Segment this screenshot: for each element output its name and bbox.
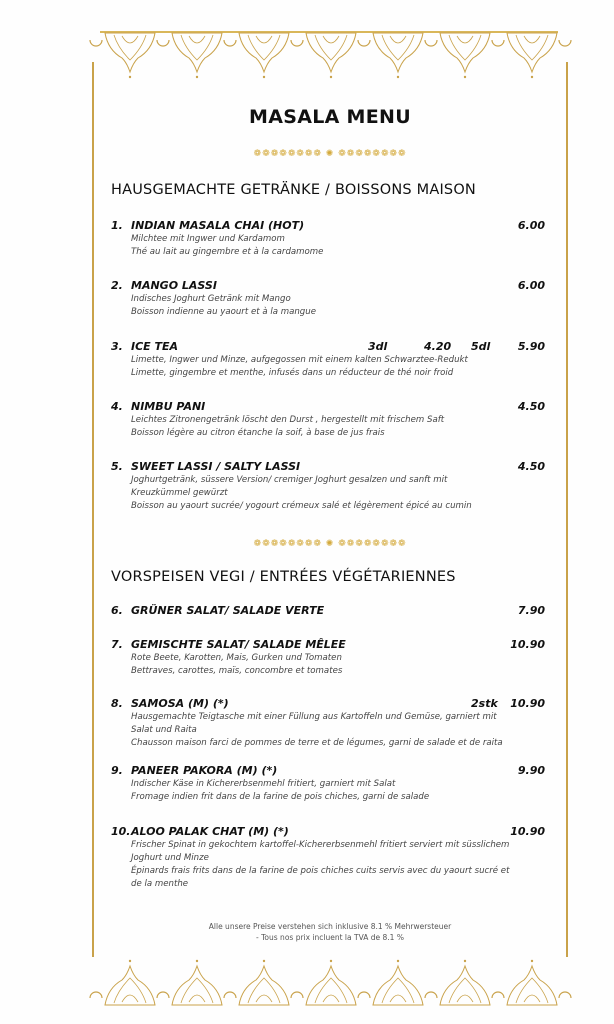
item-price: 4.50 bbox=[517, 460, 545, 473]
ornament-motif bbox=[306, 33, 356, 78]
ornament-motif bbox=[373, 33, 423, 78]
tax-note-fr: - Tous nos prix incluent la TVA de 8.1 % bbox=[256, 933, 404, 942]
item-number: 2. bbox=[111, 279, 123, 292]
ornament-divider: ❁❁❁❁❁❁❁❁ ✺ ❁❁❁❁❁❁❁❁ bbox=[253, 149, 407, 159]
item-description bbox=[131, 474, 551, 513]
description-line: de la menthe bbox=[131, 879, 189, 889]
description-line: Fromage indien frit dans de la farine de pois chiches, garni de salade bbox=[131, 792, 430, 802]
description-line: Frischer Spinat in gekochtem kartoffel-Kichererbsenmehl fritiert serviert mit süsslichem bbox=[131, 840, 510, 850]
item-description bbox=[131, 414, 551, 440]
item-price: 10.90 bbox=[510, 825, 545, 838]
crescent-icon bbox=[358, 992, 370, 998]
description-line: Boisson indienne au yaourt et à la mangue bbox=[131, 307, 316, 317]
item-name: SAMOSA (M) (*) bbox=[131, 697, 229, 710]
ornament-motif bbox=[373, 960, 423, 1005]
item-price-small: 4.20 bbox=[424, 340, 452, 353]
section-heading-drinks: HAUSGEMACHTE GETRÄNKE / BOISSONS MAISON bbox=[111, 182, 476, 198]
item-size-large: 5dl bbox=[471, 340, 491, 353]
section-heading-starters: VORSPEISEN VEGI / ENTRÉES VÉGÉTARIENNES bbox=[111, 569, 456, 585]
description-line: Kreuzkümmel gewürzt bbox=[131, 488, 228, 498]
ornament-motif bbox=[172, 33, 222, 78]
page-title: MASALA MENU bbox=[249, 106, 411, 128]
ornament-motif bbox=[440, 33, 490, 78]
description-line: Hausgemachte Teigtasche mit einer Füllung aus Kartoffeln und Gemüse, garniert mit bbox=[131, 712, 497, 722]
left-border-line bbox=[92, 62, 94, 957]
crescent-icon bbox=[425, 992, 437, 998]
item-number: 10. bbox=[111, 825, 131, 838]
item-name: GRÜNER SALAT/ SALADE VERTE bbox=[131, 604, 325, 617]
ornament-motif bbox=[507, 33, 557, 78]
item-name: ICE TEA bbox=[131, 340, 179, 353]
ornament-motif bbox=[105, 960, 155, 1005]
item-description bbox=[131, 354, 551, 380]
description-line: Thé au lait au gingembre et à la cardamome bbox=[131, 247, 324, 257]
bottom-ornament-border bbox=[0, 948, 614, 1008]
description-line: Chausson maison farci de pommes de terre et de légumes, garni de salade et de raita bbox=[131, 738, 503, 748]
ornament-motif bbox=[239, 33, 289, 78]
top-ornament-border bbox=[0, 30, 614, 90]
crescent-icon bbox=[224, 40, 236, 46]
crescent-icon bbox=[492, 40, 504, 46]
description-line: Indischer Käse in Kichererbsenmehl fritiert, garniert mit Salat bbox=[131, 779, 396, 789]
description-line: Rote Beete, Karotten, Mais, Gurken und Tomaten bbox=[131, 653, 342, 663]
item-description bbox=[131, 652, 551, 678]
crescent-icon bbox=[157, 992, 169, 998]
item-description bbox=[131, 233, 551, 259]
item-name: MANGO LASSI bbox=[131, 279, 217, 292]
crescent-icon bbox=[425, 40, 437, 46]
crescent-icon bbox=[358, 40, 370, 46]
item-price: 4.50 bbox=[517, 400, 545, 413]
crescent-icon bbox=[90, 40, 102, 46]
item-description bbox=[131, 293, 551, 319]
item-price: 7.90 bbox=[517, 604, 545, 617]
item-price: 6.00 bbox=[517, 219, 545, 232]
description-line: Boisson légère au citron étanche la soif, à base de jus frais bbox=[131, 428, 385, 438]
item-name: GEMISCHTE SALAT/ SALADE MÊLEE bbox=[131, 638, 346, 651]
ornament-motif bbox=[239, 960, 289, 1005]
item-price: 10.90 bbox=[510, 697, 545, 710]
item-number: 7. bbox=[111, 638, 123, 651]
description-line: Boisson au yaourt sucrée/ yogourt crémeux salé et légèrement épicé au cumin bbox=[131, 501, 472, 511]
crescent-icon bbox=[559, 40, 571, 46]
item-number: 9. bbox=[111, 764, 123, 777]
item-description bbox=[131, 778, 551, 804]
description-line: Limette, Ingwer und Minze, aufgegossen mit einem kalten Schwarztee-Redukt bbox=[131, 355, 468, 365]
ornament-motif bbox=[105, 33, 155, 78]
item-price: 10.90 bbox=[510, 638, 545, 651]
item-number: 5. bbox=[111, 460, 123, 473]
description-line: Indisches Joghurt Getränk mit Mango bbox=[131, 294, 291, 304]
item-name: ALOO PALAK CHAT (M) (*) bbox=[131, 825, 289, 838]
crescent-icon bbox=[291, 40, 303, 46]
item-price: 5.90 bbox=[517, 340, 545, 353]
crescent-icon bbox=[224, 992, 236, 998]
ornament-motif bbox=[507, 960, 557, 1005]
ornament-divider: ❁❁❁❁❁❁❁❁ ✺ ❁❁❁❁❁❁❁❁ bbox=[253, 539, 407, 549]
description-line: Limette, gingembre et menthe, infusés dans un réducteur de thé noir froid bbox=[131, 368, 454, 378]
right-border-line bbox=[566, 62, 568, 957]
crescent-icon bbox=[157, 40, 169, 46]
crescent-icon bbox=[90, 992, 102, 998]
ornament-motif bbox=[172, 960, 222, 1005]
description-line: Épinards frais frits dans de la farine de pois chiches cuits servis avec du yaourt sucré et bbox=[131, 866, 510, 876]
crescent-icon bbox=[559, 992, 571, 998]
tax-note-de: Alle unsere Preise verstehen sich inklusive 8.1 % Mehrwersteuer bbox=[208, 922, 452, 931]
description-line: Bettraves, carottes, maïs, concombre et tomates bbox=[131, 666, 343, 676]
item-description bbox=[131, 711, 551, 750]
item-number: 1. bbox=[111, 219, 123, 232]
ornament-motif bbox=[306, 960, 356, 1005]
ornament-motif bbox=[440, 960, 490, 1005]
item-number: 8. bbox=[111, 697, 123, 710]
item-name: SWEET LASSI / SALTY LASSI bbox=[131, 460, 301, 473]
item-name: PANEER PAKORA (M) (*) bbox=[131, 764, 278, 777]
tax-note bbox=[0, 921, 614, 943]
item-name: NIMBU PANI bbox=[131, 400, 206, 413]
description-line: Leichtes Zitronengetränk löscht den Durst , hergestellt mit frischem Saft bbox=[131, 415, 445, 425]
description-line: Salat und Raita bbox=[131, 725, 197, 735]
item-number: 4. bbox=[111, 400, 123, 413]
item-price: 9.90 bbox=[517, 764, 545, 777]
description-line: Joghurt und Minze bbox=[131, 853, 209, 863]
item-number: 3. bbox=[111, 340, 123, 353]
description-line: Milchtee mit Ingwer und Kardamom bbox=[131, 234, 285, 244]
item-price: 6.00 bbox=[517, 279, 545, 292]
crescent-icon bbox=[291, 992, 303, 998]
item-name: INDIAN MASALA CHAI (HOT) bbox=[131, 219, 305, 232]
item-description bbox=[131, 839, 551, 891]
item-size-small: 3dl bbox=[368, 340, 388, 353]
description-line: Joghurtgetränk, süssere Version/ cremiger Joghurt gesalzen und sanft mit bbox=[131, 475, 448, 485]
item-number: 6. bbox=[111, 604, 123, 617]
item-quantity: 2stk bbox=[471, 697, 498, 710]
crescent-icon bbox=[492, 992, 504, 998]
